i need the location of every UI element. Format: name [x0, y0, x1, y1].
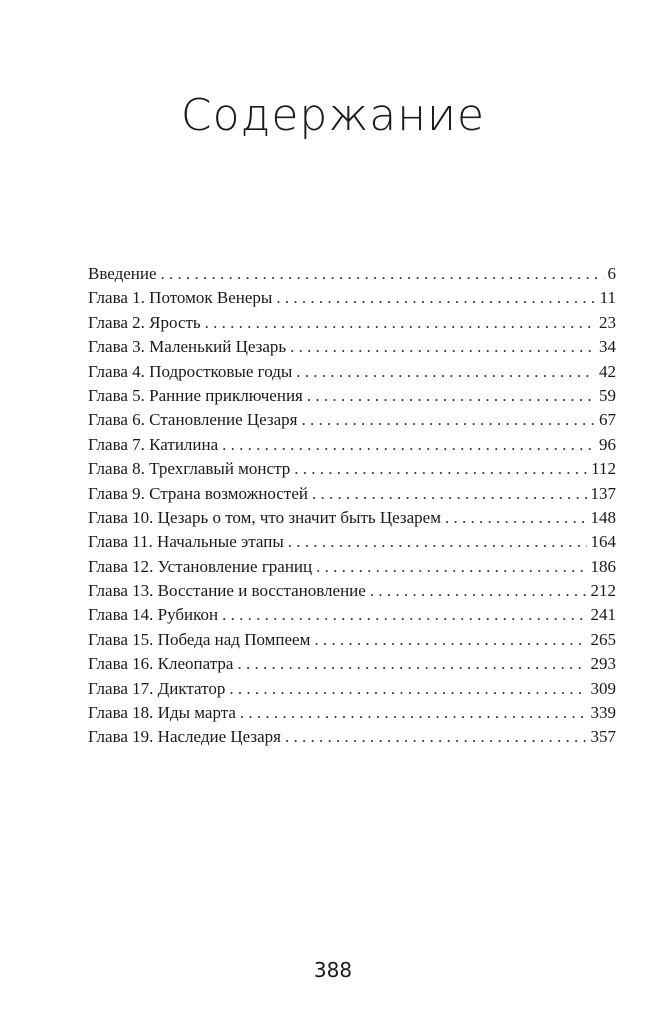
toc-entry-title: Глава 2. Ярость	[88, 312, 201, 332]
toc-entry-title: Глава 9. Страна возможностей	[88, 483, 308, 503]
toc-leader-dots	[296, 360, 595, 384]
toc-leader-dots	[316, 555, 586, 579]
toc-leader-dots	[288, 530, 587, 554]
toc-entry-title: Глава 13. Восстание и восстановление	[88, 581, 366, 601]
toc-entry[interactable]	[88, 384, 616, 408]
toc-leader-dots	[222, 433, 595, 457]
toc-entry-title: Глава 15. Победа над Помпеем	[88, 629, 311, 649]
toc-leader-dots	[229, 677, 586, 701]
toc-entry-title: Глава 6. Становление Цезаря	[88, 410, 298, 430]
toc-entry-page: 265	[590, 629, 616, 649]
toc-leader-dots	[240, 701, 587, 725]
toc-entry-title: Глава 8. Трехглавый монстр	[88, 459, 291, 479]
toc-leader-dots	[237, 652, 586, 676]
toc-entry-page: 34	[599, 337, 616, 357]
toc-leader-dots	[294, 457, 587, 481]
toc-entry-page: 241	[590, 605, 616, 625]
toc-leader-dots	[370, 579, 587, 603]
toc-entry[interactable]	[88, 555, 616, 579]
toc-entry-title: Глава 16. Клеопатра	[88, 654, 234, 674]
toc-entry-title: Введение	[88, 264, 157, 283]
toc-entry[interactable]	[88, 506, 616, 530]
toc-entry-page: 23	[599, 312, 616, 332]
toc-entry-page: 112	[591, 459, 616, 479]
toc-entry-title: Глава 14. Рубикон	[88, 605, 219, 625]
toc-entry-page: 67	[599, 410, 616, 430]
toc-leader-dots	[290, 335, 595, 359]
toc-leader-dots	[312, 482, 587, 506]
toc-entry-title: Глава 11. Начальные этапы	[88, 532, 284, 552]
toc-entry-title: Глава 12. Установление границ	[88, 556, 313, 576]
toc-entry[interactable]	[88, 433, 616, 457]
toc-entry-page: 164	[590, 532, 616, 552]
toc-entry-title: Глава 1. Потомок Венеры	[88, 288, 273, 308]
toc-entry-title: Глава 10. Цезарь о том, что значит быть Цезарем	[88, 507, 441, 527]
page-title: Содержание	[180, 90, 486, 141]
toc-entry[interactable]	[88, 530, 616, 554]
toc-entry[interactable]	[88, 628, 616, 652]
table-of-contents	[88, 262, 616, 750]
toc-entry-title: Глава 4. Подростковые годы	[88, 361, 293, 381]
toc-entry[interactable]	[88, 579, 616, 603]
toc-entry-page: 59	[599, 385, 616, 405]
toc-leader-dots	[314, 628, 586, 652]
toc-entry-page: 6	[607, 264, 616, 283]
toc-entry-page: 148	[590, 507, 616, 527]
toc-entry-page: 293	[590, 654, 616, 674]
toc-entry-title: Глава 3. Маленький Цезарь	[88, 337, 287, 357]
toc-leader-dots	[285, 725, 586, 749]
toc-entry[interactable]	[88, 360, 616, 384]
toc-entry[interactable]	[88, 482, 616, 506]
toc-entry-title: Глава 19. Наследие Цезаря	[88, 727, 282, 747]
toc-leader-dots	[161, 262, 604, 286]
toc-entry-title: Глава 7. Катилина	[88, 434, 219, 454]
toc-entry[interactable]	[88, 408, 616, 432]
toc-entry[interactable]	[88, 335, 616, 359]
toc-entry[interactable]	[88, 677, 616, 701]
toc-leader-dots	[445, 506, 587, 530]
toc-entry[interactable]	[88, 262, 616, 286]
toc-entry[interactable]	[88, 652, 616, 676]
toc-entry[interactable]	[88, 701, 616, 725]
toc-entry-page: 11	[599, 288, 616, 308]
toc-leader-dots	[222, 603, 586, 627]
toc-leader-dots	[205, 311, 595, 335]
toc-entry-title: Глава 5. Ранние приключения	[88, 385, 303, 405]
toc-entry-title: Глава 17. Диктатор	[88, 678, 226, 698]
toc-entry[interactable]	[88, 457, 616, 481]
toc-entry-page: 96	[599, 434, 616, 454]
toc-entry-page: 357	[590, 727, 616, 747]
toc-leader-dots	[307, 384, 595, 408]
toc-leader-dots	[276, 286, 595, 310]
toc-entry-page: 339	[590, 703, 616, 723]
toc-entry-page: 42	[599, 361, 616, 381]
toc-entry[interactable]	[88, 725, 616, 749]
toc-entry[interactable]	[88, 286, 616, 310]
toc-entry-page: 309	[590, 678, 616, 698]
toc-entry-page: 137	[590, 483, 616, 503]
toc-entry-title: Глава 18. Иды марта	[88, 703, 236, 723]
toc-entry-page: 212	[590, 581, 616, 601]
toc-entry[interactable]	[88, 603, 616, 627]
toc-entry-page: 186	[590, 556, 616, 576]
toc-leader-dots	[302, 408, 595, 432]
toc-entry[interactable]	[88, 311, 616, 335]
page-number: 388	[313, 958, 353, 982]
